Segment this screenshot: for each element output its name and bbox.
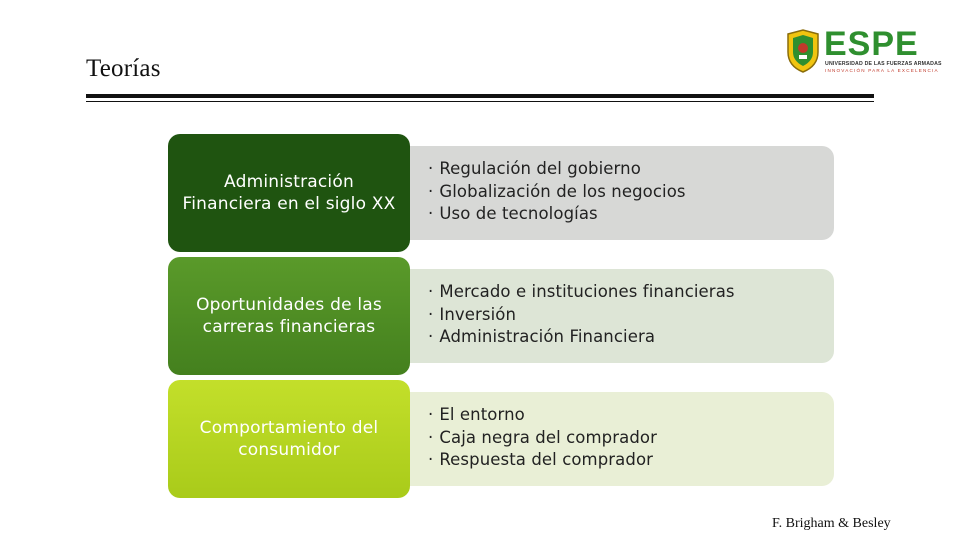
- list-item: [428, 404, 834, 427]
- slide-title: Teorías: [86, 55, 161, 82]
- logo-wordmark: ESPE: [824, 25, 919, 63]
- list-item: [428, 427, 834, 450]
- list-item-text: Inversión: [439, 304, 517, 324]
- row-3-item-list: [428, 404, 834, 472]
- row-3-heading: Comportamiento del consumidor: [199, 418, 379, 460]
- espe-logo: [782, 24, 942, 80]
- list-item: [428, 181, 834, 204]
- list-item-text: El entorno: [439, 405, 525, 424]
- logo-subtitle: UNIVERSIDAD DE LAS FUERZAS ARMADAS: [825, 61, 942, 67]
- list-item: [428, 449, 834, 472]
- list-item: [428, 304, 834, 327]
- row-3-heading-box: [168, 380, 410, 498]
- list-item: [428, 158, 834, 181]
- row-1-heading-box: [168, 134, 410, 252]
- list-item-text: Respuesta del comprador: [439, 450, 654, 469]
- title-rule-thin: [86, 101, 874, 102]
- list-item: [428, 281, 834, 304]
- list-item: [428, 203, 834, 226]
- row-2-detail-box: [396, 269, 834, 363]
- row-1-heading: Administración Financiera en el siglo XX: [182, 172, 396, 214]
- logo-tagline: INNOVACIÓN PARA LA EXCELENCIA: [825, 68, 939, 73]
- title-rule-thick: [86, 94, 874, 98]
- bullet-glyph: ·: [428, 427, 434, 447]
- row-3-detail-box: [396, 392, 834, 486]
- bullet-glyph: ·: [428, 450, 434, 469]
- list-item-text: Caja negra del comprador: [439, 427, 657, 447]
- bullet-glyph: ·: [428, 405, 434, 424]
- row-2-item-list: [428, 281, 834, 349]
- bullet-glyph: ·: [428, 204, 434, 223]
- list-item: [428, 326, 834, 349]
- list-item-text: Administración Financiera: [439, 327, 656, 346]
- row-2-heading-box: [168, 257, 410, 375]
- list-item-text: Uso de tecnologías: [439, 204, 598, 223]
- row-1-item-list: [428, 158, 834, 226]
- bullet-glyph: ·: [428, 304, 434, 324]
- list-item-text: Mercado e instituciones financieras: [439, 282, 735, 301]
- bullet-glyph: ·: [428, 159, 434, 178]
- bullet-glyph: ·: [428, 327, 434, 346]
- row-1-detail-box: [396, 146, 834, 240]
- list-item-text: Globalización de los negocios: [439, 181, 686, 201]
- citation: F. Brigham & Besley: [772, 516, 891, 531]
- list-item-text: Regulación del gobierno: [439, 159, 641, 178]
- espe-emblem-icon: [784, 28, 822, 74]
- bullet-glyph: ·: [428, 181, 434, 201]
- bullet-glyph: ·: [428, 282, 434, 301]
- row-2-heading: Oportunidades de las carreras financieras: [196, 295, 382, 337]
